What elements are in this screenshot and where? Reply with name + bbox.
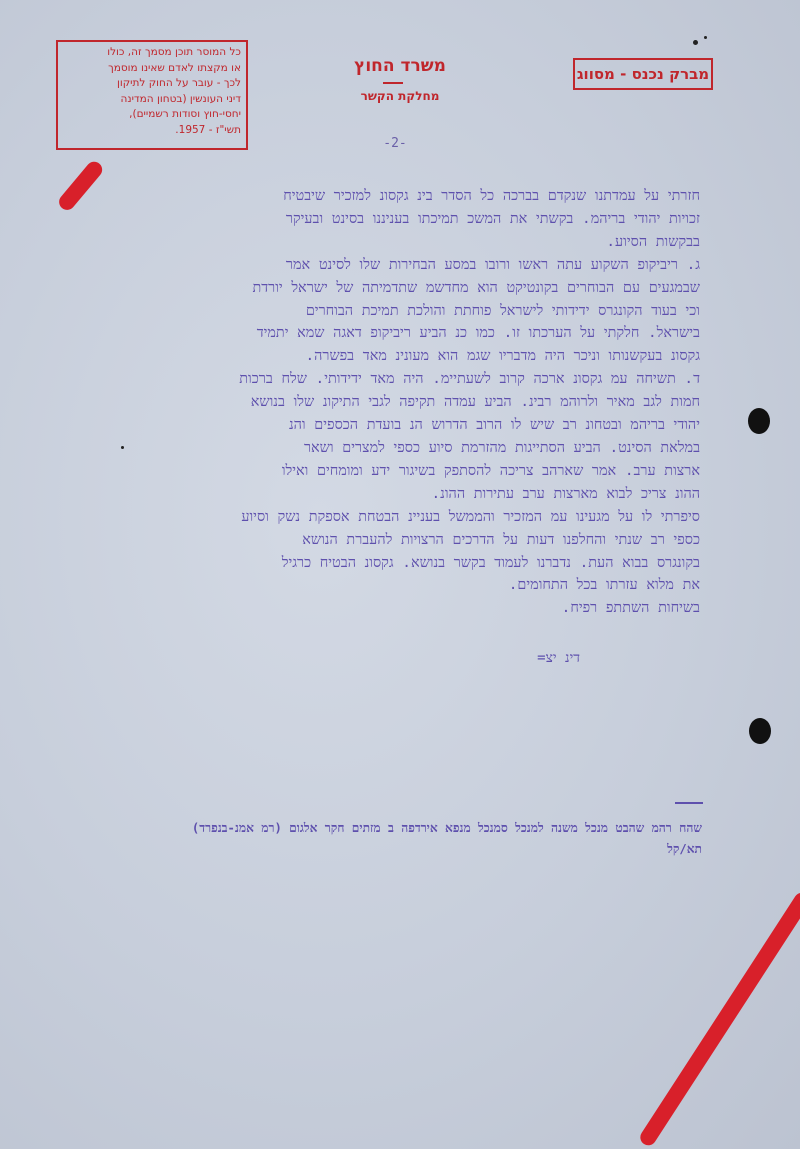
body-line: בשיחות השתתפ רפיח. [561,600,700,617]
distribution-line: שהח רהמ שהבט מנכל משנה למנכל סמנכל מנפא אירדפה ב מזתים חקר אלגום (רמ אמנ-בנפרד) [191,821,702,835]
body-line: חזרתי על עמדתנו שנקדם בברכה כל הסדר בינ גקסונ למזכיר שיבטיח [283,188,700,204]
stamp-line: כל המוסר תוכן מסמך זה, כולו [107,46,241,58]
body-line: במלאת הסינט. הביע הסתייגות מהזרמת סיוע כספי למצרים ושאר [303,439,700,456]
page-number: -2- [383,136,407,151]
ministry-title: משרד החוץ [354,56,446,76]
ink-speck [121,446,124,449]
red-diagonal-mark [56,158,106,213]
department-title: מחלקת הקשר [360,89,440,103]
body-line: גקסונ בעקשנותו וניכר היה מדבריו שגמ הוא מעונינ מאד בפשרה. [305,348,700,365]
distribution-line: תא/קל [667,842,702,856]
stamp-line: או מקצתו לאדם שאינו מוסמך [108,61,241,74]
signature: דינ יצ= [537,650,580,666]
classification-stamp: מברק נכנס - מסווג [573,58,713,90]
distribution-list [60,818,702,860]
stamp-line: יחסי-חוץ וסודות רשמיים), [129,108,241,121]
body-line: וכי בעוד הקונגרס ידידותי לישראל פוחתת והולכת תמיכת הבוחרים [305,302,700,319]
body-line: ד. תשיחה עמ גקסונ ארכה קרוב לשעתיימ. היה מאד ידידותי. שלח ברכות [239,371,700,388]
body-line: ג. ריביקופ השקוע עתה ראשו ורובו במסע הבחירות שלו לסינט אמר [285,256,700,273]
punch-hole [749,718,771,744]
stamp-line: תשי"ז - 1957. [175,123,241,136]
ink-speck [704,36,707,39]
secrecy-warning-stamp [56,40,248,150]
body-line: ההונ צריכ לבוא מארצות ערב עתירות ההונ. [431,485,700,502]
telegram-body [100,185,700,620]
body-line: שבמגעים עם הבוחרים בקונטיקט הוא מחדשמ שתדמיתה של ישראל יורדת [252,279,700,296]
body-line: בבקשות הסיוע. [606,233,700,250]
body-line: חמות לגב מאיר ולרוהמ רבינ. הביע עמדה תקיפה לגבי התיקונ שלו בנושא [250,394,700,411]
red-diagonal-mark [637,890,800,1149]
body-line: זכויות יהודי בריהמ. בקשתי את המשכ תמיכתו בעניננו בסינט ובעיקר [285,210,700,227]
stamp-line: דיני העונשין (בטחון המדינה [120,92,241,105]
body-line: כספי רב שנתי והחלפנו דעות על הדרכים הרצויות להעברת הנושא [302,531,700,548]
footer-divider [675,802,703,804]
punch-hole [748,408,770,434]
body-line: בישראל. חלקתי על הערכתו זו. כמו כנ הביע ריביקופ דאגה שמא יתמיד [256,325,700,342]
body-line: בקונגרס בבוא העת. נדברנו לעמוד בקשר בנושא. גקסונ הבטיח כרגיל [281,554,700,571]
title-divider [383,82,403,84]
body-line: את מלוא עזרתו בכל התחומים. [508,577,700,594]
body-line: סיפרתי לו על מגעינו עמ המזכיר והממשל בעניינ הבטחת אספקת נשק וסיוע [241,508,700,525]
body-line: יהודי בריהמ ובטחונ רב שיש לו הרוב הדרוש הנ בועדת הכספים והנ [288,417,700,434]
stamp-line: לכך - עובר על החוק לתיקון [116,77,241,90]
body-line: ארצות ערב. אמר שארהב צריכה להסתפק בשיגור ידע ומומחים ואילו [281,462,700,479]
ink-speck [693,40,698,45]
